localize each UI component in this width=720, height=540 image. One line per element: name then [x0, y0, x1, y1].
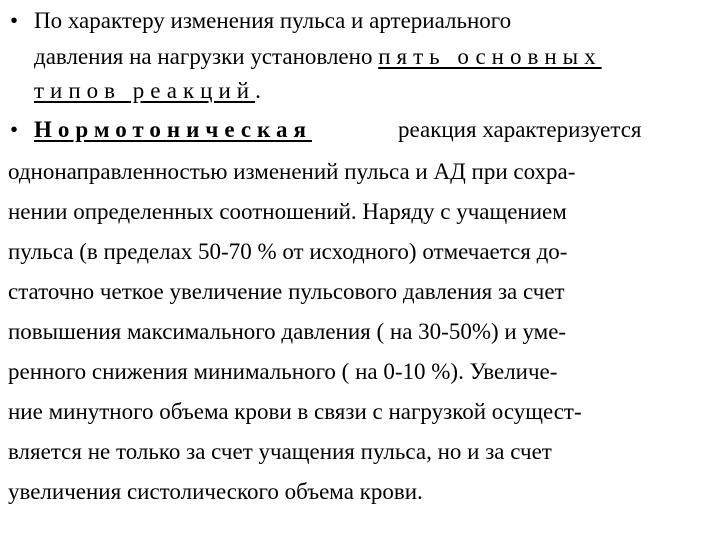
paragraph1-line2 [34, 42, 602, 72]
paragraph2-text-line: однонаправленностью изменений пульса и АД при сохра- [8, 159, 576, 184]
paragraph2-text-line: статочно четкое увеличение пульсового давления за счет [8, 279, 565, 304]
bullet-marker: • [10, 117, 19, 142]
paragraph1-emphasis-five-main: пять основных [378, 44, 602, 69]
paragraph2-text-line: повышения максимального давления ( на 30-50%) и уме- [8, 319, 567, 344]
paragraph2-text-line: ренного снижения минимального ( на 0-10 %). Увеличе- [8, 359, 558, 384]
paragraph1-line3 [34, 76, 261, 106]
paragraph2-term: Нормотоническая [34, 117, 312, 142]
bullet-marker: • [10, 8, 19, 33]
paragraph1-line2-text: давления на нагрузки установлено [34, 44, 379, 69]
paragraph2-line1 [34, 115, 312, 145]
paragraph1-line1: По характеру изменения пульса и артериального [34, 8, 512, 33]
paragraph1-emphasis-reaction-types: типов реакций [34, 78, 256, 103]
paragraph2-text-line: увеличения систолического объема крови. [8, 479, 423, 504]
paragraph2-text-line: пульса (в пределах 50-70 % от исходного) отмечается до- [8, 239, 568, 264]
paragraph2-text-line: нении определенных соотношений. Наряду с учащением [8, 199, 567, 224]
paragraph2-term-tail: реакция характеризуется [398, 117, 642, 142]
paragraph2-text-line: вляется не только за счет учащения пульса, но и за счет [8, 439, 552, 464]
paragraph1-line3-end: . [255, 78, 261, 103]
paragraph2-text-line: ние минутного объема крови в связи с нагрузкой осущест- [8, 399, 582, 424]
